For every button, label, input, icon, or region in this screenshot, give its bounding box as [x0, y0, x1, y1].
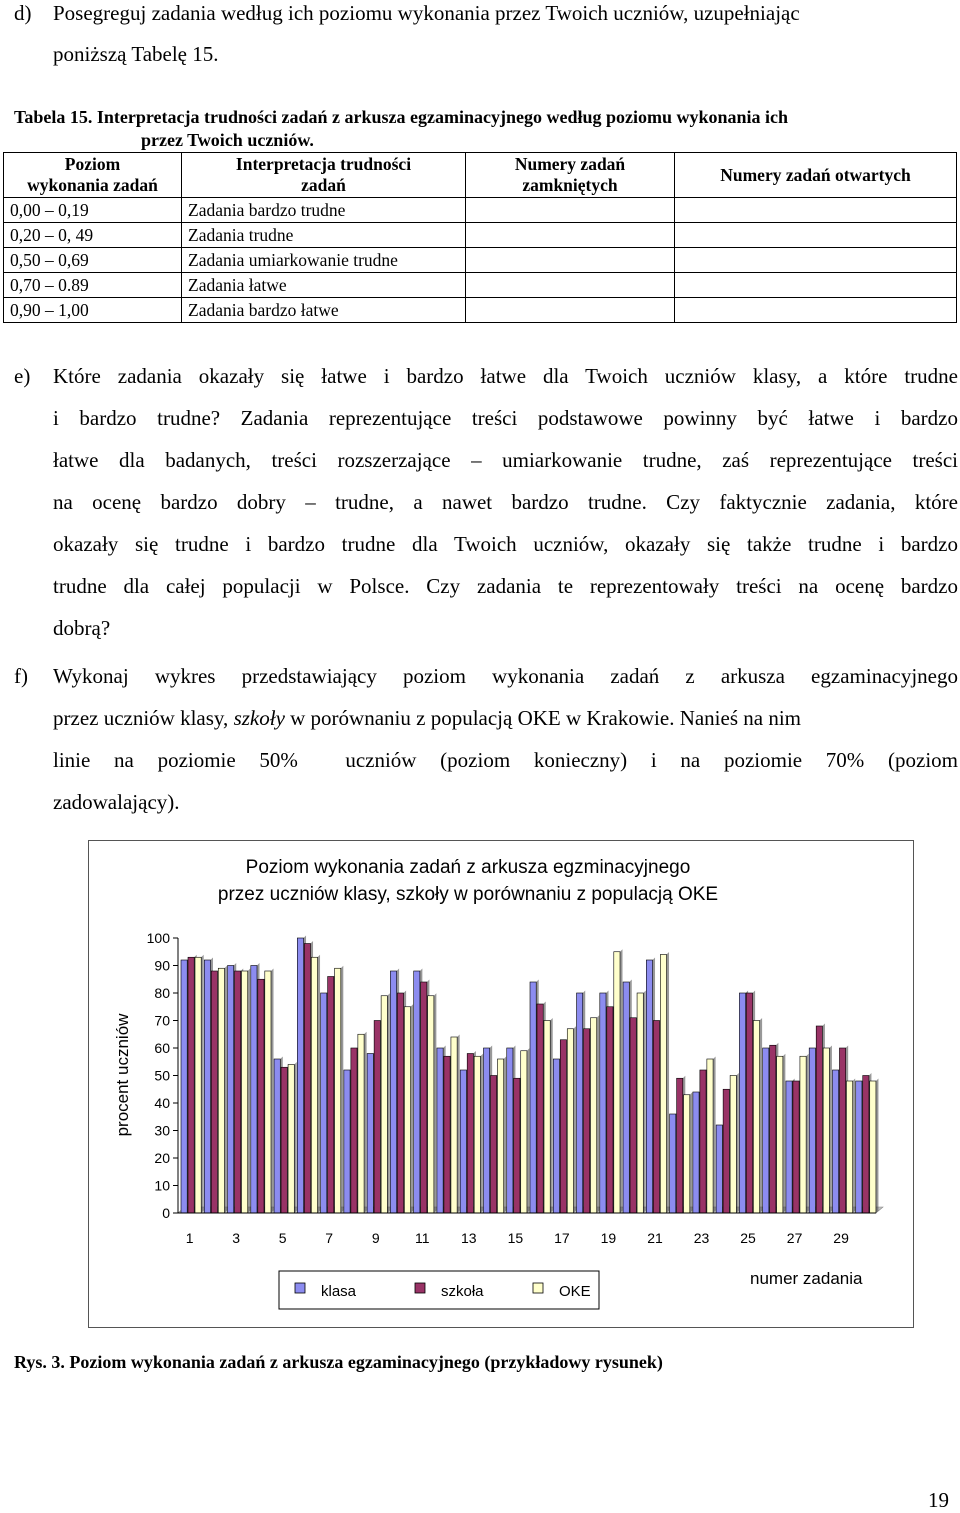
- row-interpretation: Zadania trudne: [182, 223, 466, 248]
- x-tick-label: 23: [693, 1230, 710, 1246]
- bar-klasa: [321, 993, 327, 1213]
- header-closed-b: zamkniętych: [522, 175, 618, 195]
- bar-szkoła: [863, 1076, 869, 1214]
- bar-szkoła: [258, 979, 264, 1213]
- header-open: Numery zadań otwartych: [675, 153, 957, 198]
- y-tick-label: 20: [154, 1150, 170, 1166]
- bar-OKE: [451, 1037, 457, 1213]
- table15-caption-line2: przez Twoich uczniów.: [141, 130, 314, 150]
- y-tick-label: 100: [146, 930, 170, 946]
- bar-side-OKE: [271, 969, 274, 1214]
- bar-OKE: [660, 955, 666, 1214]
- bar-OKE: [544, 1021, 550, 1214]
- bar-side-OKE: [806, 1054, 809, 1213]
- x-tick-label: 29: [833, 1230, 849, 1246]
- bar-side-OKE: [690, 1092, 693, 1213]
- bar-side-OKE: [736, 1073, 739, 1213]
- bar-side-OKE: [248, 969, 251, 1214]
- bar-klasa: [577, 993, 583, 1213]
- bar-szkoła: [584, 1029, 590, 1213]
- bar-szkoła: [607, 1007, 613, 1213]
- page-number: 19: [928, 1488, 949, 1512]
- header-level-b: wykonania zadań: [27, 175, 158, 195]
- bar-klasa: [274, 1059, 280, 1213]
- legend-label-klasa: klasa: [321, 1283, 357, 1300]
- bar-OKE: [428, 996, 434, 1213]
- section-e-line: dobrą?: [53, 616, 111, 640]
- row-level: 0,00 – 0,19: [4, 198, 182, 223]
- table15-caption-line1: Tabela 15. Interpretacja trudności zadań z arkusza egzaminacyjnego według poziomu wykonania ich: [14, 107, 789, 127]
- section-f-line4: zadowalający).: [53, 790, 180, 814]
- legend-swatch-OKE: [533, 1283, 543, 1293]
- bar-side-OKE: [504, 1057, 507, 1214]
- bar-OKE: [567, 1029, 573, 1213]
- x-tick-label: 25: [740, 1230, 756, 1246]
- x-tick-label: 11: [415, 1230, 430, 1246]
- bar-OKE: [195, 957, 201, 1213]
- bar-side-OKE: [713, 1057, 716, 1214]
- bar-klasa: [763, 1048, 769, 1213]
- bar-OKE: [823, 1048, 829, 1213]
- header-closed-a: Numery zadań: [514, 154, 626, 174]
- bar-side-OKE: [480, 1054, 483, 1213]
- bar-OKE: [707, 1059, 713, 1213]
- bar-klasa: [228, 966, 234, 1214]
- x-tick-label: 1: [185, 1230, 194, 1246]
- bar-klasa: [832, 1070, 838, 1213]
- bar-side-OKE: [783, 1054, 786, 1213]
- bar-szkoła: [793, 1081, 799, 1213]
- section-e-line: trudne dla całej populacji w Polsce. Czy zadania te reprezentowały treści na ocenę bardzo: [53, 574, 958, 598]
- section-e-line: okazały się trudne i bardzo trudne dla Twoich uczniów, okazały się także trudne i bardzo: [53, 532, 958, 556]
- row-interpretation: Zadania bardzo trudne: [182, 198, 466, 223]
- bar-OKE: [358, 1034, 364, 1213]
- bar-klasa: [856, 1081, 862, 1213]
- row-interpretation: Zadania umiarkowanie trudne: [182, 248, 466, 273]
- x-tick-label: 7: [325, 1230, 334, 1246]
- bar-OKE: [684, 1095, 690, 1213]
- header-level-a: Poziom: [64, 154, 121, 174]
- bar-side-OKE: [829, 1046, 832, 1214]
- bar-OKE: [474, 1056, 480, 1213]
- x-tick-label: 27: [786, 1230, 803, 1246]
- bar-OKE: [288, 1065, 294, 1214]
- bar-klasa: [204, 960, 210, 1213]
- bar-side-OKE: [597, 1015, 600, 1213]
- bar-szkoła: [653, 1021, 659, 1214]
- legend-label-szkoła: szkoła: [441, 1283, 484, 1300]
- legend-label-OKE: OKE: [559, 1283, 591, 1300]
- bar-side-OKE: [573, 1026, 576, 1213]
- bar-klasa: [716, 1125, 722, 1213]
- bar-side-OKE: [318, 955, 321, 1213]
- row-interpretation: Zadania łatwe: [182, 273, 466, 298]
- section-d-line1: Posegreguj zadania według ich poziomu wykonania przez Twoich uczniów, uzupełniając: [53, 1, 800, 25]
- bar-klasa: [251, 966, 257, 1214]
- bar-klasa: [809, 1048, 815, 1213]
- bar-OKE: [614, 952, 620, 1213]
- y-tick-label: 10: [154, 1177, 170, 1194]
- x-tick-label: 3: [232, 1230, 241, 1246]
- bar-szkoła: [281, 1067, 287, 1213]
- section-f-line2-c: w porównaniu z populacją OKE w Krakowie. Nanieś na nim: [284, 706, 802, 730]
- section-f-line3: linie na poziomie 50% uczniów (poziom konieczny) i na poziomie 70% (poziom: [53, 748, 958, 772]
- bar-side-OKE: [387, 993, 390, 1213]
- y-tick-label: 60: [154, 1040, 170, 1056]
- y-axis-label: procent uczniów: [113, 1013, 132, 1137]
- x-tick-label: 15: [507, 1230, 524, 1246]
- y-tick-label: 30: [154, 1122, 170, 1139]
- bar-klasa: [553, 1059, 559, 1213]
- bar-klasa: [297, 938, 303, 1213]
- bar-klasa: [483, 1048, 489, 1213]
- bar-szkoła: [677, 1078, 683, 1213]
- bar-szkoła: [839, 1048, 845, 1213]
- bar-klasa: [181, 960, 187, 1213]
- bar-szkoła: [490, 1076, 496, 1214]
- bar-szkoła: [816, 1026, 822, 1213]
- section-f-line2-italic: szkoły: [233, 706, 285, 730]
- bar-OKE: [591, 1018, 597, 1213]
- legend-swatch-klasa: [295, 1283, 305, 1293]
- bar-szkoła: [397, 993, 403, 1213]
- figure-caption: Rys. 3. Poziom wykonania zadań z arkusza egzaminacyjnego (przykładowy rysunek): [14, 1352, 663, 1372]
- row-level: 0,70 – 0.89: [4, 273, 182, 298]
- section-d-letter: d): [14, 1, 32, 25]
- row-interpretation: Zadania bardzo łatwe: [182, 298, 466, 323]
- bar-szkoła: [700, 1070, 706, 1213]
- bar-szkoła: [560, 1040, 566, 1213]
- header-interp-a: Interpretacja trudności: [235, 154, 412, 174]
- bar-side-OKE: [434, 993, 437, 1213]
- bar-side-OKE: [876, 1079, 879, 1214]
- bar-OKE: [242, 971, 248, 1213]
- header-interp-b: zadań: [301, 175, 346, 195]
- bar-side-OKE: [201, 955, 204, 1213]
- bar-side-OKE: [457, 1035, 460, 1214]
- bar-klasa: [437, 1048, 443, 1213]
- bar-szkoła: [444, 1056, 450, 1213]
- x-tick-label: 13: [461, 1230, 477, 1246]
- y-tick-label: 80: [154, 985, 170, 1001]
- bar-OKE: [497, 1059, 503, 1213]
- bar-szkoła: [421, 982, 427, 1213]
- bar-szkoła: [630, 1018, 636, 1213]
- y-tick-label: 50: [154, 1067, 170, 1084]
- section-d-line2: poniższą Tabelę 15.: [53, 42, 219, 66]
- section-f-line1: Wykonaj wykres przedstawiający poziom wykonania zadań z arkusza egzaminacyjnego: [53, 664, 958, 688]
- y-tick-label: 0: [162, 1205, 170, 1221]
- bar-side-OKE: [294, 1062, 297, 1213]
- bar-side-OKE: [667, 952, 670, 1213]
- bar-side-OKE: [853, 1079, 856, 1214]
- bar-klasa: [530, 982, 536, 1213]
- x-tick-label: 19: [600, 1230, 617, 1246]
- section-f-letter: f): [14, 664, 28, 688]
- bar-klasa: [693, 1092, 699, 1213]
- y-tick-label: 40: [154, 1095, 170, 1111]
- section-f-line2-a: przez uczniów klasy,: [53, 706, 234, 730]
- bar-klasa: [670, 1114, 676, 1213]
- x-tick-label: 21: [647, 1230, 663, 1246]
- bar-klasa: [600, 993, 606, 1213]
- bar-OKE: [381, 996, 387, 1213]
- bar-side-OKE: [364, 1032, 367, 1213]
- bar-szkoła: [188, 957, 194, 1213]
- bar-side-OKE: [411, 1004, 414, 1213]
- bar-szkoła: [211, 971, 217, 1213]
- bar-OKE: [311, 957, 317, 1213]
- bar-OKE: [335, 968, 341, 1213]
- bar-side-OKE: [760, 1018, 763, 1213]
- y-tick-label: 90: [154, 957, 170, 974]
- section-e-line: łatwe dla badanych, treści rozszerzające – umiarkowanie trudne, zaś reprezentujące treści: [53, 448, 958, 472]
- chart-title-line1: Poziom wykonania zadań z arkusza egzminacyjnego: [245, 857, 691, 878]
- bar-klasa: [646, 960, 652, 1213]
- bar-OKE: [637, 993, 643, 1213]
- bar-OKE: [777, 1056, 783, 1213]
- section-e-letter: e): [14, 364, 31, 388]
- bar-szkoła: [537, 1004, 543, 1213]
- bar-OKE: [800, 1056, 806, 1213]
- legend-swatch-szkoła: [415, 1283, 425, 1293]
- bar-klasa: [344, 1070, 350, 1213]
- bar-klasa: [390, 971, 396, 1213]
- bar-OKE: [870, 1081, 876, 1213]
- bar-side-OKE: [341, 966, 344, 1213]
- section-e-line: na ocenę bardzo dobry – trudne, a nawet bardzo trudne. Czy faktycznie zadania, które: [53, 490, 958, 514]
- x-tick-label: 17: [554, 1230, 570, 1246]
- row-level: 0,50 – 0,69: [4, 248, 182, 273]
- bar-klasa: [739, 993, 745, 1213]
- bar-szkoła: [235, 971, 241, 1213]
- bar-side-OKE: [527, 1048, 530, 1213]
- bar-szkoła: [374, 1021, 380, 1214]
- chart-title-line2: przez uczniów klasy, szkoły w porównaniu z populacją OKE: [217, 884, 719, 905]
- bar-OKE: [218, 968, 224, 1213]
- bar-side-OKE: [643, 991, 646, 1214]
- bar-OKE: [730, 1076, 736, 1214]
- bar-klasa: [367, 1054, 373, 1214]
- bar-side-OKE: [550, 1018, 553, 1213]
- section-e-line: Które zadania okazały się łatwe i bardzo łatwe dla Twoich uczniów klasy, a które trudne: [53, 364, 958, 388]
- bar-szkoła: [304, 944, 310, 1214]
- bar-szkoła: [723, 1089, 729, 1213]
- bar-szkoła: [770, 1045, 776, 1213]
- bar-szkoła: [467, 1054, 473, 1214]
- bar-klasa: [786, 1081, 792, 1213]
- x-tick-label: 9: [371, 1230, 380, 1246]
- bar-side-OKE: [620, 949, 623, 1213]
- bar-szkoła: [746, 993, 752, 1213]
- bar-klasa: [414, 971, 420, 1213]
- row-level: 0,20 – 0, 49: [4, 223, 182, 248]
- bar-klasa: [507, 1048, 513, 1213]
- bar-OKE: [404, 1007, 410, 1213]
- bar-OKE: [265, 971, 271, 1213]
- bar-OKE: [521, 1051, 527, 1213]
- y-tick-label: 70: [154, 1012, 170, 1029]
- bar-side-OKE: [224, 966, 227, 1213]
- x-tick-label: 5: [278, 1230, 287, 1246]
- bar-klasa: [623, 982, 629, 1213]
- section-e-line: i bardzo trudne? Zadania reprezentujące treści podstawowe powinny być łatwe i bardzo: [53, 406, 958, 430]
- bar-OKE: [846, 1081, 852, 1213]
- x-axis-label: numer zadania: [750, 1269, 863, 1288]
- bar-klasa: [460, 1070, 466, 1213]
- row-level: 0,90 – 1,00: [4, 298, 182, 323]
- bar-OKE: [753, 1021, 759, 1214]
- bar-szkoła: [328, 977, 334, 1214]
- bar-szkoła: [514, 1078, 520, 1213]
- bar-szkoła: [351, 1048, 357, 1213]
